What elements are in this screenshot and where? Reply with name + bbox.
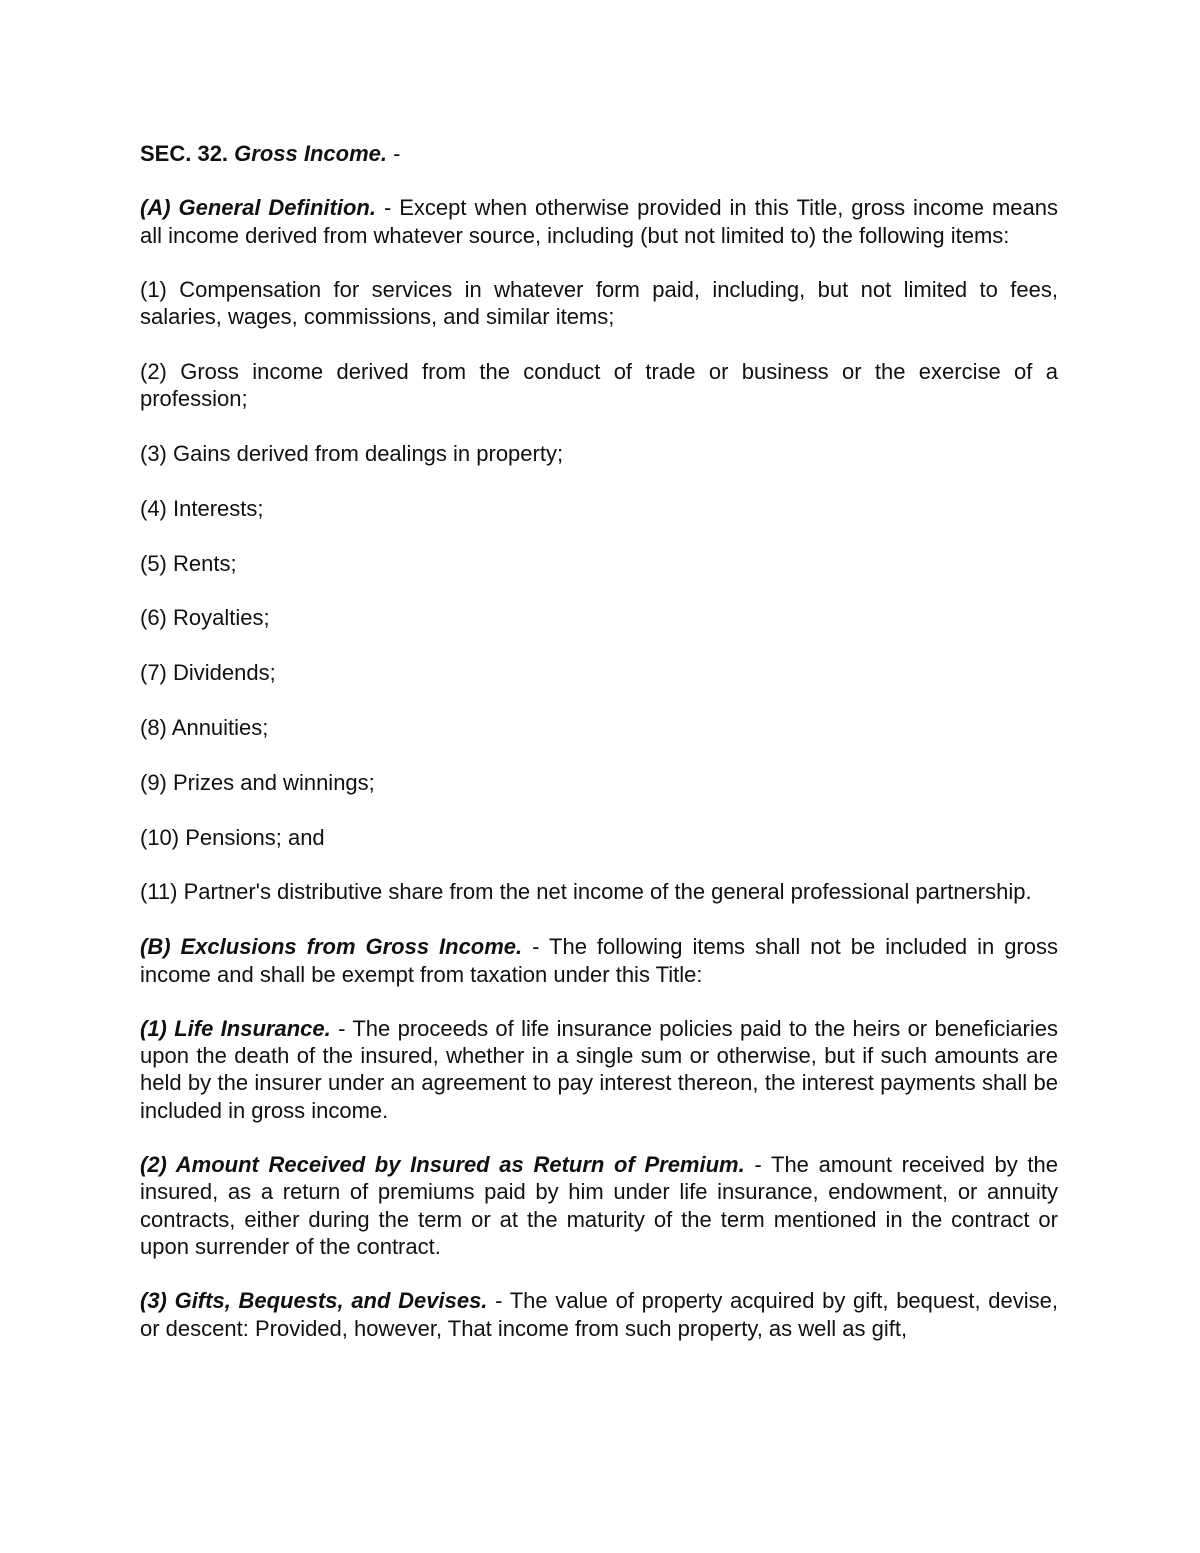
exclusion-item: [140, 1151, 1058, 1260]
gross-income-item: (5) Rents;: [140, 550, 237, 576]
section-number: SEC. 32.: [140, 141, 229, 166]
exclusion-item-heading: (2) Amount Received by Insured as Return of Premium.: [140, 1152, 745, 1178]
exclusion-item: [140, 1015, 1058, 1124]
general-definition-text: - Except when otherwise provided in this Title, gross income means all income derived from whatever source, including (but not limited to) the following items:: [140, 195, 1058, 248]
gross-income-item: (2) Gross income derived from the conduct of trade or business or the exercise of a profession;: [140, 358, 1058, 412]
gross-income-item: (7) Dividends;: [140, 660, 276, 686]
gross-income-item: (8) Annuities;: [140, 715, 269, 741]
gross-income-item: (3) Gains derived from dealings in property;: [140, 441, 564, 467]
exclusion-item-heading: (1) Life Insurance.: [140, 1015, 331, 1041]
general-definition-paragraph: [140, 194, 1058, 249]
section-title: Gross Income.: [234, 141, 388, 166]
gross-income-item: (9) Prizes and winnings;: [140, 769, 375, 795]
gross-income-item: (11) Partner's distributive share from the net income of the general professional partnership.: [140, 879, 1032, 905]
gross-income-item: (1) Compensation for services in whatever form paid, including, but not limited to fees, salaries, wages, commissions, and similar items;: [140, 276, 1058, 330]
exclusions-text: - The following items shall not be included in gross income and shall be exempt from taxation under this Title:: [140, 934, 1058, 987]
section-dash: -: [387, 141, 401, 166]
gross-income-item: (4) Interests;: [140, 495, 264, 521]
gross-income-item: (6) Royalties;: [140, 605, 270, 631]
gross-income-item: (10) Pensions; and: [140, 824, 325, 850]
exclusion-item-text: - The value of property acquired by gift, bequest, devise, or descent: Provided, however, That income from such property, as well as gift,: [140, 1288, 1058, 1341]
exclusion-item-text: - The proceeds of life insurance policies paid to the heirs or beneficiaries upon the death of the insured, whether in a single sum or otherwise, but if such amounts are held by the insurer under an agreement to pay interest thereon, the interest payments shall be included in gross income.: [140, 1015, 1058, 1123]
exclusions-heading: (B) Exclusions from Gross Income.: [140, 934, 523, 960]
general-definition-heading: (A) General Definition.: [140, 195, 376, 221]
exclusion-item: [140, 1287, 1058, 1342]
exclusion-item-text: - The amount received by the insured, as a return of premiums paid by him under life insurance, endowment, or annuity contracts, either during the term or at the maturity of the term mentioned in the contract or upon surrender of the contract.: [140, 1152, 1058, 1259]
document-page: [140, 140, 1058, 1369]
exclusion-item-heading: (3) Gifts, Bequests, and Devises.: [140, 1288, 488, 1314]
exclusions-paragraph: [140, 933, 1058, 988]
section-heading: [140, 140, 1058, 167]
